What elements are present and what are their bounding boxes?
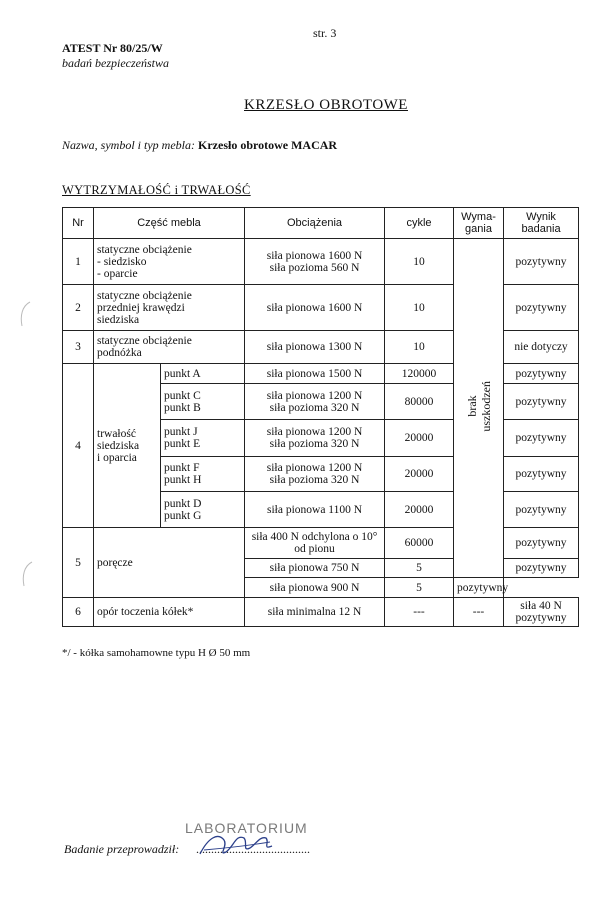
atest-subtitle: badań bezpieczeństwa — [62, 56, 169, 70]
signature — [196, 824, 276, 864]
row-load: siła pionowa 750 N — [245, 559, 385, 578]
row-result: pozytywny — [454, 578, 504, 598]
signature-line: ...................................... — [196, 842, 310, 856]
row-part: statyczne obciążenie podnóżka — [94, 331, 245, 364]
row-result: pozytywny — [504, 528, 579, 559]
row-cycles: 20000 — [385, 420, 454, 457]
furniture-label: Nazwa, symbol i typ mebla — [62, 138, 191, 152]
row-result: pozytywny — [504, 559, 579, 578]
row-load: siła pionowa 900 N — [245, 578, 385, 598]
row-load: siła pionowa 1200 N siła pozioma 320 N — [245, 457, 385, 492]
row-result: pozytywny — [504, 364, 579, 384]
table-header-row — [63, 208, 579, 239]
row-result: pozytywny — [504, 239, 579, 285]
row-point: punkt D punkt G — [161, 492, 245, 528]
row-cycles: 10 — [385, 285, 454, 331]
row-load: siła 400 N odchylona o 10° od pionu — [245, 528, 385, 559]
row-result: pozytywny — [504, 492, 579, 528]
row-cycles: 5 — [385, 578, 454, 598]
header-requirements: Wyma- gania — [454, 208, 504, 239]
row-point: punkt A — [161, 364, 245, 384]
row-result: pozytywny — [504, 384, 579, 420]
row-nr: 3 — [63, 331, 94, 364]
row-point: punkt F punkt H — [161, 457, 245, 492]
row-part: statyczne obciążenie - siedzisko - oparcie — [94, 239, 245, 285]
row-nr: 4 — [63, 364, 94, 528]
row-load: siła pionowa 1200 N siła pozioma 320 N — [245, 420, 385, 457]
row-load: siła pionowa 1300 N — [245, 331, 385, 364]
table-row — [63, 239, 579, 285]
row-cycles: 20000 — [385, 492, 454, 528]
results-table — [62, 207, 579, 627]
row-load: siła minimalna 12 N — [245, 598, 385, 627]
row-nr: 1 — [63, 239, 94, 285]
footnote: */ - kółka samohamowne typu H Ø 50 mm — [62, 647, 251, 659]
table-row — [63, 598, 579, 627]
row-requirement: --- — [454, 598, 504, 627]
row-cycles: 5 — [385, 559, 454, 578]
row-cycles: 20000 — [385, 457, 454, 492]
row-result: pozytywny — [504, 457, 579, 492]
header-part: Część mebla — [94, 208, 245, 239]
row-nr: 2 — [63, 285, 94, 331]
atest-number: ATEST Nr 80/25/W — [62, 41, 163, 55]
row-cycles: --- — [385, 598, 454, 627]
scan-mark — [18, 560, 38, 590]
header-cycles: cykle — [385, 208, 454, 239]
row-cycles: 10 — [385, 331, 454, 364]
row-load: siła pionowa 1100 N — [245, 492, 385, 528]
row-part: poręcze — [94, 528, 245, 598]
row-load: siła pionowa 1600 N — [245, 285, 385, 331]
conducted-by-label: Badanie przeprowadził: — [64, 842, 180, 856]
furniture-value: Krzesło obrotowe MACAR — [198, 138, 338, 152]
row-cycles: 10 — [385, 239, 454, 285]
header-nr: Nr — [63, 208, 94, 239]
furniture-line: Nazwa, symbol i typ mebla: Krzesło obrotowe MACAR — [62, 138, 338, 152]
requirement-merged: brak uszkodzeń — [454, 239, 504, 578]
row-point: punkt C punkt B — [161, 384, 245, 420]
row-part: statyczne obciążenie przedniej krawędzi siedziska — [94, 285, 245, 331]
document-title: KRZESŁO OBROTOWE — [244, 97, 408, 113]
row-nr: 6 — [63, 598, 94, 627]
row-load: siła pionowa 1600 N siła pozioma 560 N — [245, 239, 385, 285]
row-part: opór toczenia kółek* — [94, 598, 245, 627]
section-heading: WYTRZYMAŁOŚĆ i TRWAŁOŚĆ — [62, 183, 251, 197]
laboratory-stamp: LABORATORIUM — [185, 820, 308, 836]
row-part: trwałość siedziska i oparcia — [94, 364, 161, 528]
row-cycles: 80000 — [385, 384, 454, 420]
row-load: siła pionowa 1200 N siła pozioma 320 N — [245, 384, 385, 420]
row-result: siła 40 N pozytywny — [504, 598, 579, 627]
row-nr: 5 — [63, 528, 94, 598]
row-load: siła pionowa 1500 N — [245, 364, 385, 384]
row-result: nie dotyczy — [504, 331, 579, 364]
row-result: pozytywny — [504, 285, 579, 331]
scan-mark — [16, 300, 36, 330]
row-cycles: 60000 — [385, 528, 454, 559]
header-result: Wynik badania — [504, 208, 579, 239]
row-point: punkt J punkt E — [161, 420, 245, 457]
page-number: str. 3 — [313, 26, 337, 40]
row-result: pozytywny — [504, 420, 579, 457]
row-cycles: 120000 — [385, 364, 454, 384]
header-loads: Obciążenia — [245, 208, 385, 239]
